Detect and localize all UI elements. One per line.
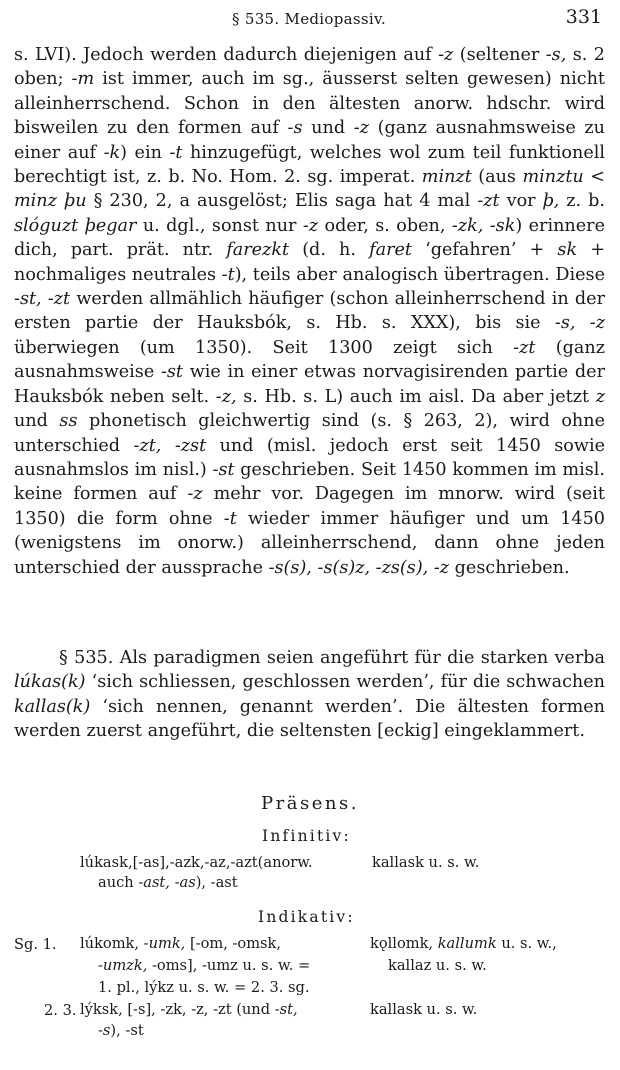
- sg1-strong-line-3: 1. pl., lýkz u. s. w. = 2. 3. sg.: [98, 979, 310, 996]
- text-run: geschrieben. Seit 1450 kommen im misl. keine formen auf: [14, 459, 605, 505]
- text-run: § 230, 2, a ausgelöst; Elis saga hat 4 mal: [86, 191, 478, 212]
- italic-text-run: -z: [438, 45, 454, 65]
- sg23-strong-line-1: [80, 1000, 298, 1020]
- text-run: und: [14, 411, 60, 432]
- header-title: Mediopassiv.: [284, 10, 387, 28]
- italic-text-run: -zt: [513, 337, 536, 358]
- italic-text-run: -z: [353, 118, 369, 139]
- text-run: s. LVI). Jedoch werden dadurch diejenigen auf: [14, 45, 439, 65]
- text-run: § 535. Als paradigmen seien angeführt für die starken verba: [59, 648, 605, 668]
- infinitive-strong-line-1: lúkask,[-as],-azk,-az,-azt(anorw.: [80, 854, 313, 871]
- text-run: (ganz ausnahmsweise: [14, 337, 605, 383]
- text-run: vor: [499, 191, 543, 212]
- text-run: kǫllomk,: [370, 935, 438, 952]
- text-run: s. Hb. s. L) auch im aisl. Da aber jetzt: [236, 386, 596, 407]
- sg1-weak-line-2: kallaz u. s. w.: [388, 957, 487, 974]
- text-run: und: [302, 118, 354, 139]
- text-run: -oms], -umz u. s. w. =: [147, 957, 311, 974]
- text-run: überwiegen (um 1350). Seit 1300 zeigt sich: [14, 337, 514, 358]
- text-run: [-om, -omsk,: [185, 935, 282, 952]
- text-run: ‘gefahren’ +: [411, 240, 558, 261]
- italic-text-run: -st, -zt: [14, 289, 71, 310]
- praesens-heading: Präsens.: [261, 793, 359, 814]
- text-run: werden allmählich häufiger (schon alleinherrschend in der ersten partie der Hauksbók, s. Hb. s. XXX), bis sie: [14, 289, 605, 334]
- text-run: ist immer, auch im sg., äusserst selten gewesen) nicht alleinherrschend. Schon in den ältesten anorw. hdschr. wird bisweilen zu den formen auf: [14, 69, 605, 139]
- italic-text-run: -zt: [477, 191, 500, 212]
- text-run: geschrieben.: [449, 557, 570, 578]
- italic-text-run: -t: [169, 142, 183, 163]
- text-run: hinzugefügt, welches wol zum teil funktionell berechtigt ist, z. b. No. Hom. 2. sg. imperat.: [14, 142, 606, 188]
- text-run: lýksk, [-s], -zk, -z, -zt (und: [80, 1001, 275, 1018]
- text-run: wieder immer häufiger und um 1450 (wenigstens im onorw.) alleinherrschend, dann ohne jeden unterschied der aussprache: [14, 508, 605, 578]
- text-run: ), -ast: [195, 874, 238, 891]
- italic-text-run: -zt, -zst: [133, 435, 207, 456]
- text-run: auch: [98, 874, 139, 891]
- header-section: § 535.: [232, 10, 280, 28]
- italic-text-run: -umzk,: [98, 957, 148, 974]
- text-run: ), -st: [110, 1022, 144, 1039]
- text-run: oder, s. oben,: [318, 215, 452, 236]
- italic-text-run: sk: [557, 240, 578, 261]
- text-run: u. dgl., sonst nur: [136, 215, 303, 236]
- italic-text-run: -s,: [545, 45, 567, 65]
- italic-text-run: -s(s), -s(s)z, -zs(s), -z: [268, 557, 450, 578]
- italic-text-run: -st,: [274, 1001, 298, 1018]
- text-run: u. s. w.,: [496, 935, 557, 952]
- text-run: ‘sich schliessen, geschlossen werden’, für die schwachen: [85, 672, 605, 693]
- italic-text-run: -m: [71, 69, 95, 90]
- indikativ-label: Indikativ:: [258, 908, 355, 926]
- italic-text-run: slóguzt þegar: [14, 215, 137, 236]
- sg1-weak-line-1: [370, 934, 557, 954]
- italic-text-run: z: [595, 386, 605, 407]
- text-run: ) ein: [120, 142, 170, 163]
- text-run: ) erinnere dich, part. prät. ntr.: [14, 215, 605, 261]
- italic-text-run: -s, -z: [554, 313, 605, 334]
- italic-text-run: -umk,: [143, 935, 186, 952]
- italic-text-run: -z: [187, 484, 203, 505]
- italic-text-run: -st: [212, 459, 235, 480]
- italic-text-run: ss: [59, 411, 78, 432]
- header-section-title: [232, 10, 386, 28]
- infinitive-weak: kallask u. s. w.: [372, 854, 480, 871]
- italic-text-run: -s: [287, 118, 303, 139]
- page-number: 331: [565, 6, 602, 28]
- italic-text-run: -ast, -as: [138, 874, 196, 891]
- sg1-strong-line-1: [80, 934, 281, 954]
- text-run: (aus: [471, 167, 523, 188]
- italic-text-run: farezkt: [226, 240, 290, 261]
- italic-text-run: -k: [103, 142, 121, 163]
- paragraph-1: [14, 43, 605, 580]
- italic-text-run: minztu < minz þu: [14, 167, 605, 212]
- text-run: (ganz ausnahmsweise zu einer auf: [14, 118, 605, 163]
- italic-text-run: -z: [302, 215, 319, 236]
- italic-text-run: -st: [160, 362, 183, 383]
- italic-text-run: kallas(k): [14, 696, 91, 717]
- italic-text-run: -s: [98, 1022, 111, 1039]
- text-run: (d. h.: [289, 240, 370, 261]
- sg23-weak: kallask u. s. w.: [370, 1001, 478, 1018]
- italic-text-run: -z,: [215, 386, 237, 407]
- text-run: mehr vor. Dagegen im mnorw. wird (seit 1350) die form ohne: [14, 484, 605, 529]
- infinitive-strong-line-2: [98, 873, 238, 893]
- italic-text-run: kallumk: [437, 935, 497, 952]
- text-run: + nochmaliges neutrales: [14, 240, 605, 285]
- text-run: lúkomk,: [80, 935, 144, 952]
- italic-text-run: faret: [369, 240, 412, 261]
- text-run: wie in einer etwas norvagisirenden partie der Hauksbók neben selt.: [14, 362, 605, 407]
- sg1-strong-line-2: [98, 956, 310, 976]
- paragraph-2: [14, 646, 605, 744]
- italic-text-run: -t: [221, 264, 235, 285]
- italic-text-run: minzt: [421, 167, 472, 188]
- sg23-strong-line-2: [98, 1021, 144, 1041]
- infinitiv-label: Infinitiv:: [262, 827, 351, 845]
- text-run: und (misl. jedoch erst seit 1450 sowie ausnahmslos im nisl.): [14, 435, 605, 480]
- text-run: (seltener: [453, 45, 546, 65]
- text-run: ), teils aber analogisch übertragen. Diese: [234, 264, 605, 285]
- text-run: s. 2 oben;: [14, 45, 605, 90]
- italic-text-run: þ,: [542, 191, 560, 212]
- running-header: [0, 6, 620, 32]
- text-run: phonetisch gleichwertig sind (s. § 263, 2), wird ohne unterschied: [14, 411, 605, 456]
- sg1-label: Sg. 1.: [14, 936, 57, 953]
- italic-text-run: -zk, -sk: [451, 215, 516, 236]
- italic-text-run: lúkas(k): [14, 672, 86, 693]
- text-run: z. b.: [559, 191, 605, 212]
- italic-text-run: -t: [223, 508, 237, 529]
- text-run: ‘sich nennen, genannt werden’. Die ältesten formen werden zuerst angeführt, die seltensten [eckig] eingeklammert.: [14, 696, 605, 742]
- sg23-label: 2. 3.: [44, 1002, 77, 1019]
